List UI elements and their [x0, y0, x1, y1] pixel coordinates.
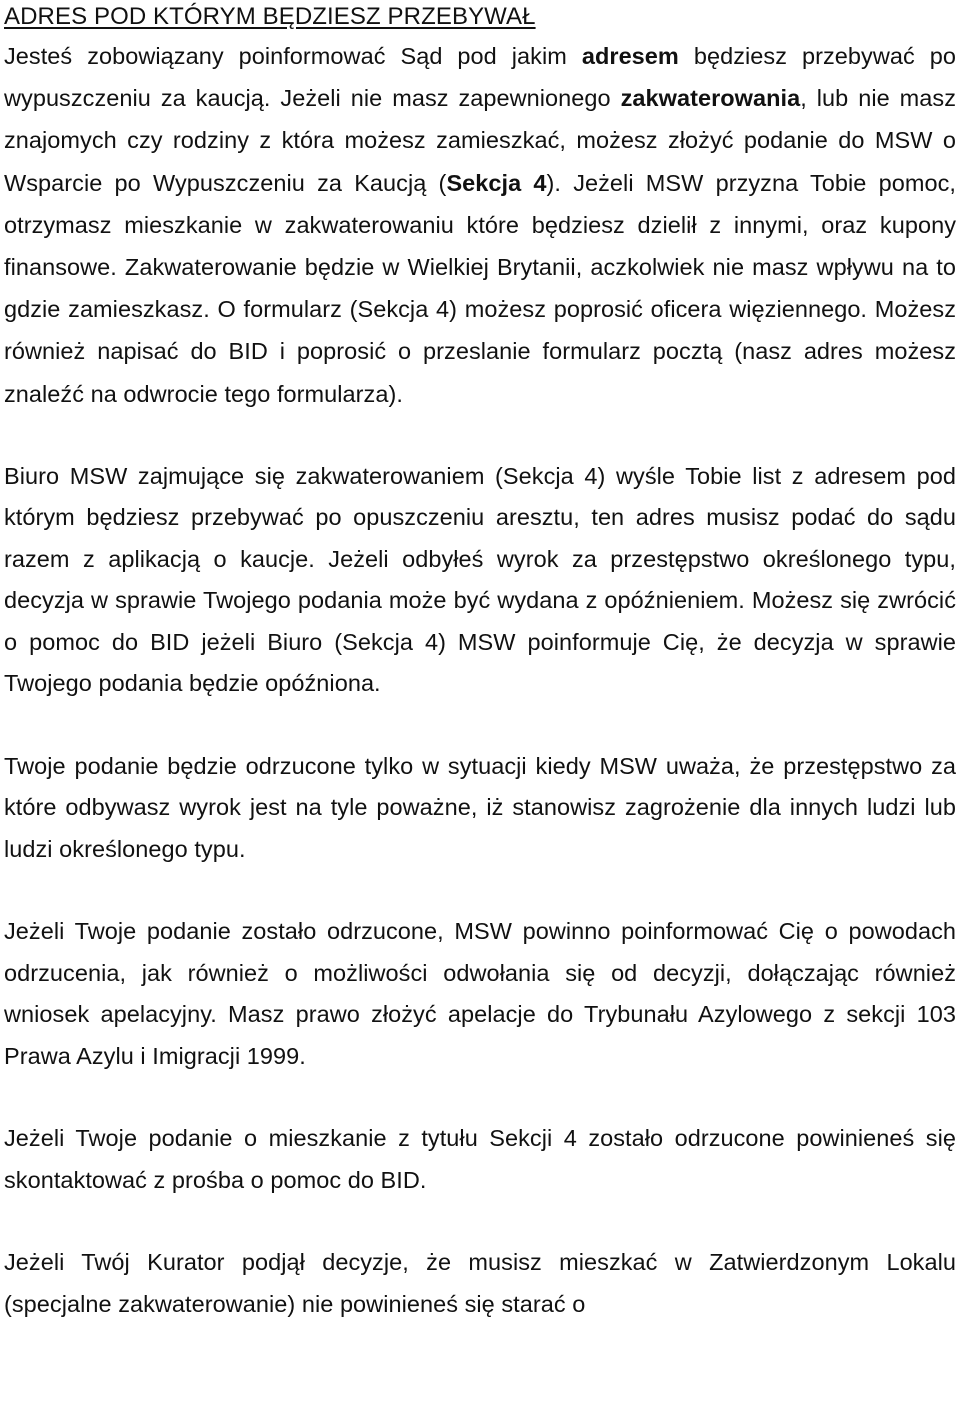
text-run: , lub nie masz znajomych czy rodziny z która możesz zamieszkać, możesz złożyć podanie do MSW o Wsparcie po Wypuszczeniu za Kaucją (: [4, 85, 956, 196]
paragraph-appeal-rights: Jeżeli Twoje podanie zostało odrzucone, MSW powinno poinformować Cię o powodach odrzucenia, jak również o możliwości odwołania się od decyzji, dołączając również wniosek apelacyjny. Masz prawo złożyć apelacje do Trybunału Azylowego z sekcji 103 Prawa Azylu i Imigracji 1999.: [4, 918, 956, 1069]
paragraph-contact-bid: Jeżeli Twoje podanie o mieszkanie z tytułu Sekcji 4 zostało odrzucone powinieneś się skontaktować z prośba o pomoc do BID.: [4, 1125, 956, 1193]
paragraph-approved-premises: Jeżeli Twój Kurator podjął decyzje, że musisz mieszkać w Zatwierdzonym Lokalu (specjalne zakwaterowanie) nie powinieneś się starać o: [4, 1249, 956, 1317]
bold-term-section-4: Sekcja 4: [446, 169, 547, 196]
document-page: [4, 0, 956, 1407]
bold-term-address: adresem: [581, 43, 679, 69]
paragraph-rejection-condition: Twoje podanie będzie odrzucone tylko w sytuacji kiedy MSW uważa, że przestępstwo za które odbywasz wyrok jest na tyle poważne, iż stanowisz zagrożenie dla innych ludzi lub ludzi określonego typu.: [4, 752, 956, 862]
text-run: będziesz przebywać po wypuszczeniu za kaucją. Jeżeli nie masz zapewnionego: [4, 43, 956, 112]
bold-term-accommodation: zakwaterowania: [620, 85, 801, 112]
text-run: Jesteś zobowiązany poinformować Sąd pod jakim: [4, 43, 582, 69]
paragraph-address-requirement: [4, 35, 956, 415]
text-run: ). Jeżeli MSW przyzna Tobie pomoc, otrzymasz mieszkanie w zakwaterowaniu które będziesz dzielił z innymi, oraz kupony finansowe. Zakwaterowanie będzie w Wielkiej Brytanii, aczkolwiek nie masz wpływu na to gdzie zamieszkasz. O formularz (Sekcja 4) możesz poprosić oficera więziennego. Możesz również napisać do BID i poprosić o przeslanie formularz pocztą (nasz adres możesz znaleźć na odwrocie tego formularza).: [4, 169, 956, 407]
paragraph-msw-letter: Biuro MSW zajmujące się zakwaterowaniem (Sekcja 4) wyśle Tobie list z adresem pod którym będziesz przebywać po opuszczeniu aresztu, ten adres musisz podać do sądu razem z aplikacją o kaucje. Jeżeli odbyłeś wyrok za przestępstwo określonego typu, decyzja w sprawie Twojego podania może być wydana z opóźnieniem. Możesz się zwrócić o pomoc do BID jeżeli Biuro (Sekcja 4) MSW poinformuje Cię, że decyzja w sprawie Twojego podania będzie opóźniona.: [4, 462, 956, 697]
section-heading: ADRES POD KTÓRYM BĘDZIESZ PRZEBYWAŁ: [4, 3, 536, 30]
